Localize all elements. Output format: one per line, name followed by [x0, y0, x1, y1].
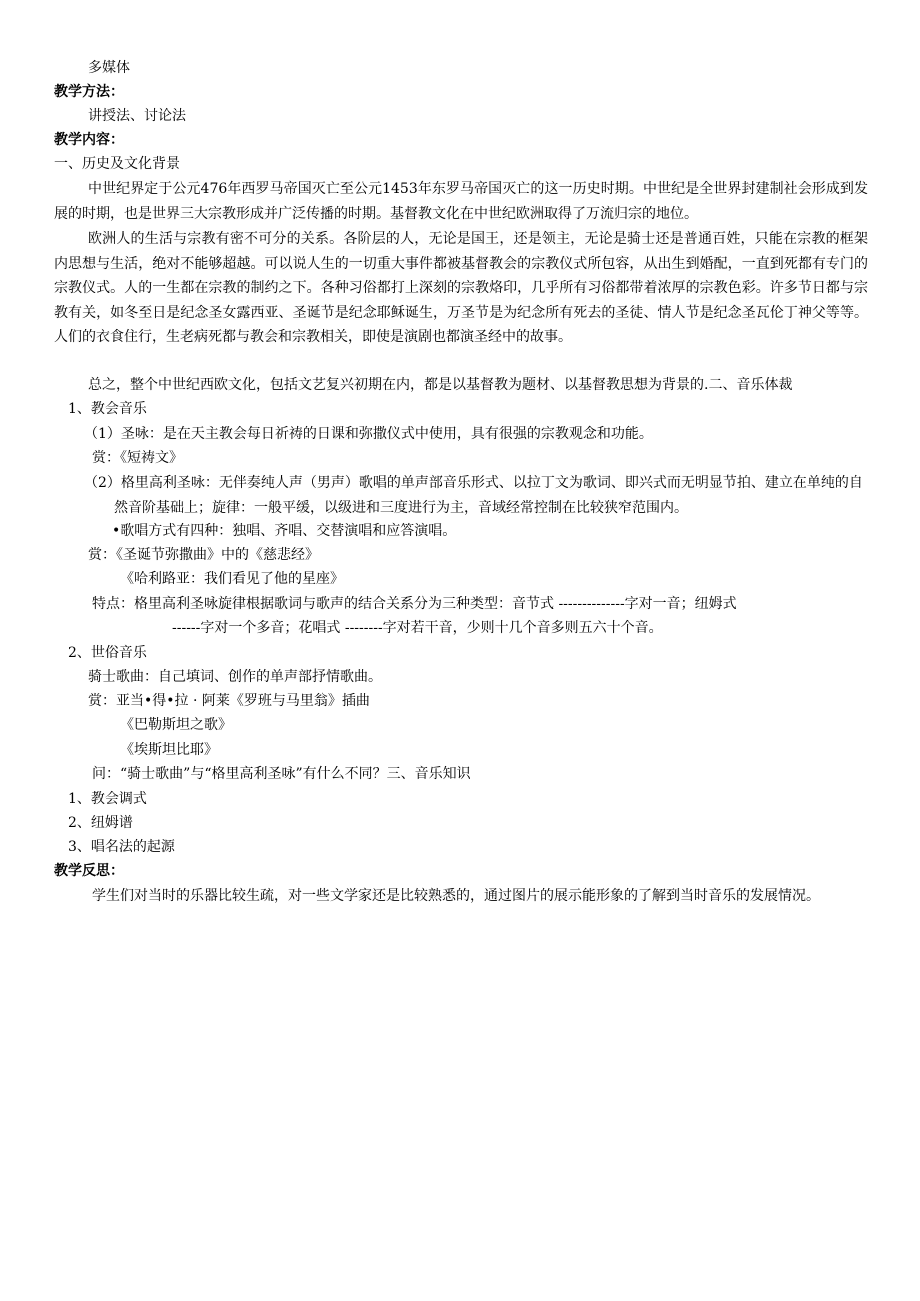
methods-heading: 教学方法： [54, 84, 124, 100]
secular-music-heading: 2、世俗音乐 [68, 645, 147, 661]
chant-features-line1: 特点：格里高利圣咏旋律根据歌词与歌声的结合关系分为三种类型：音节式 --------------字对一音；纽姆式 [92, 596, 737, 612]
listening-palestine-song: 《巴勒斯坦之歌》 [120, 717, 232, 733]
reflection-text: 学生们对当时的乐器比较生疏，对一些文学家还是比较熟悉的，通过图片的展示能形象的了解到当时音乐的发展情况。 [92, 888, 820, 904]
listening-robin-marion: 赏：亚当•得•拉 · 阿莱《罗班与马里翁》插曲 [88, 693, 370, 709]
paragraph-history: 中世纪界定于公元476年西罗马帝国灭亡至公元1453年东罗马帝国灭亡的这一历史时期。中世纪是全世界封建制社会形成到发展的时期，也是世界三大宗教形成并广泛传播的时期。基督教文化在中世纪欧洲取得了万流归宗的地位。 [54, 181, 868, 222]
paragraph-religion: 欧洲人的生活与宗教有密不可分的关系。各阶层的人，无论是国王，还是领主，无论是骑士还是普通百姓，只能在宗教的框架内思想与生活，绝对不能够超越。可以说人生的一切重大事件都被基督教会的宗教仪式所包容，从出生到婚配，一直到死都有专门的宗教仪式。人的一生都在宗教的制约之下。各种习俗都打上深刻的宗教烙印，几乎所有习俗都带着浓厚的宗教色彩。许多节日都与宗教有关，如冬至日是纪念圣女露西亚、圣诞节是纪念耶稣诞生，万圣节是为纪念所有死去的圣徒、情人节是纪念圣瓦伦丁神父等等。人们的衣食住行，生老病死都与教会和宗教相关，即使是演剧也都演圣经中的故事。 [54, 231, 868, 345]
section-history-heading: 一、历史及文化背景 [54, 156, 180, 172]
paragraph-summary: 总之，整个中世纪西欧文化，包括文艺复兴初期在内，都是以基督教为题材、以基督教思想为背景的.二、音乐体裁 [88, 377, 793, 393]
knowledge-item-church-modes: 1、教会调式 [68, 791, 147, 807]
methods-text: 讲授法、讨论法 [88, 108, 186, 124]
knowledge-item-neume: 2、纽姆谱 [68, 815, 133, 831]
chant-definition: （1）圣咏：是在天主教会每日祈祷的日课和弥撒仪式中使用，具有很强的宗教观念和功能。 [84, 426, 653, 442]
reflection-heading: 教学反思： [54, 863, 124, 879]
listening-kyrie: 赏：《圣诞节弥撒曲》中的《慈悲经》 [88, 547, 319, 563]
listening-short-prayer: 赏：《短祷文》 [92, 450, 183, 466]
knight-song-definition: 骑士歌曲：自己填词、创作的单声部抒情歌曲。 [88, 669, 382, 685]
discussion-question: 问：“骑士歌曲”与“格里高利圣咏”有什么不同？三、音乐知识 [92, 766, 471, 782]
knowledge-item-solmization: 3、唱名法的起源 [68, 839, 175, 855]
chant-features-line2: ------字对一个多音；花唱式 --------字对若干音，少则十几个音多则五六十个音。 [172, 620, 663, 636]
singing-methods: •歌唱方式有四种：独唱、齐唱、交替演唱和应答演唱。 [112, 523, 457, 539]
listening-alleluia: 《哈利路亚：我们看见了他的星座》 [120, 571, 344, 587]
gregorian-chant-definition: （2）格里高利圣咏：无伴奏纯人声（男声）歌唱的单声部音乐形式、以拉丁文为歌词、即兴式而无明显节拍、建立在单纯的自然音阶基础上；旋律：一般平缓，以级进和三度进行为主，音域经常控制在比较狭窄范围内。 [84, 475, 863, 516]
materials-text: 多媒体 [88, 60, 130, 76]
content-heading: 教学内容： [54, 132, 124, 148]
listening-estampie: 《埃斯坦比耶》 [120, 742, 218, 758]
church-music-heading: 1、教会音乐 [68, 401, 147, 417]
